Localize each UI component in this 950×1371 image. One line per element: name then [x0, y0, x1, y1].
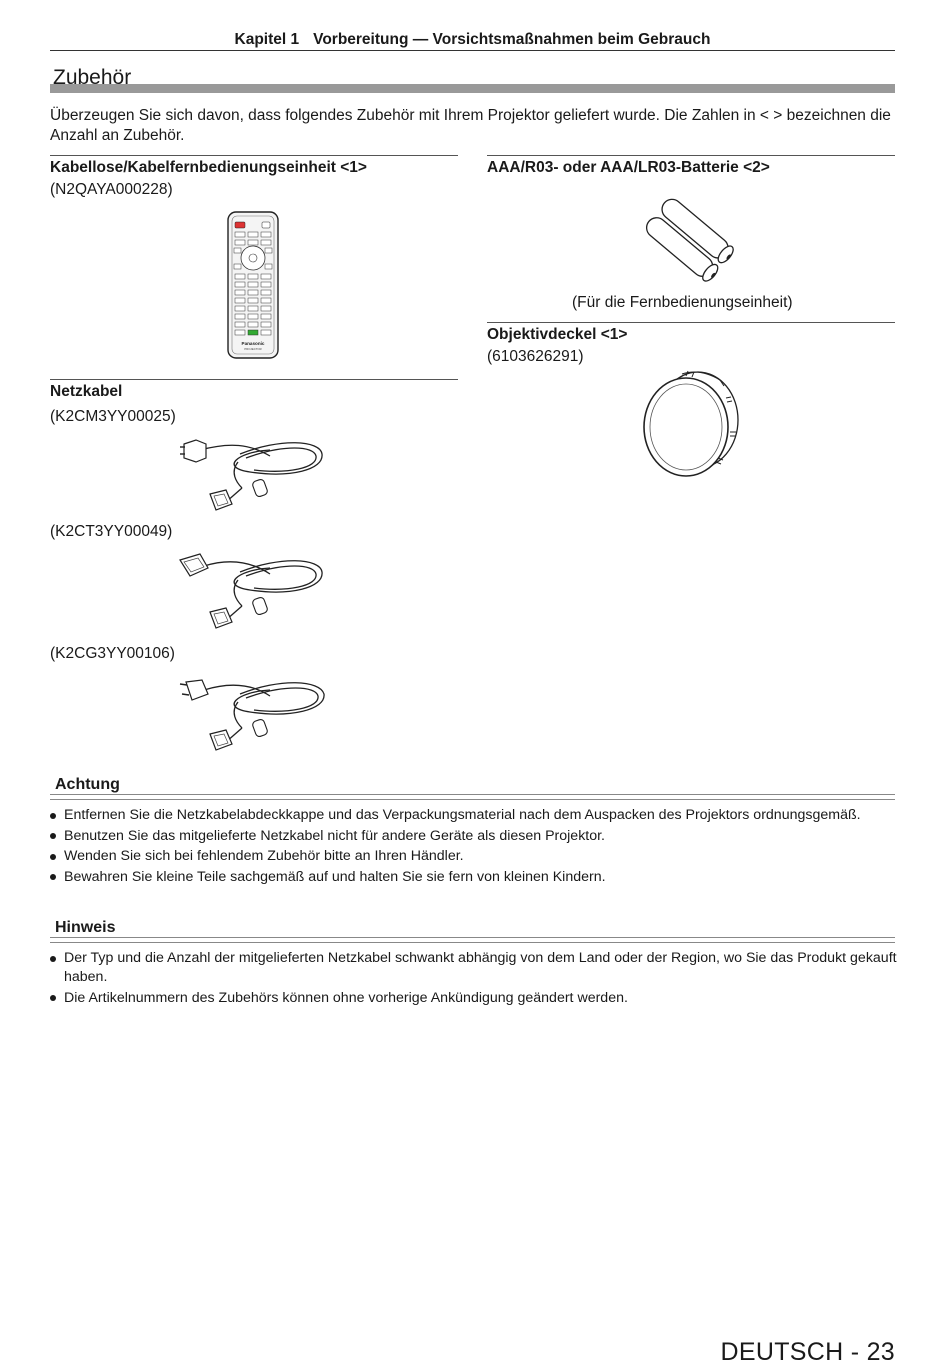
divider-battery [487, 155, 895, 156]
caution-item: Bewahren Sie kleine Teile sachgemäß auf und halten Sie sie fern von kleinen Kindern. [50, 868, 895, 887]
caution-list [50, 806, 895, 888]
battery-icon [643, 195, 737, 284]
lens-cap-illustration [640, 370, 742, 478]
power-cord-eu-illustration [180, 432, 326, 514]
power-cord-part-2: (K2CT3YY00049) [50, 523, 173, 540]
plug-uk-icon [180, 554, 208, 576]
item-remote-part: (N2QAYA000228) [50, 181, 173, 198]
item-battery-title: AAA/R03- oder AAA/LR03-Batterie <2> [487, 159, 770, 176]
plug-us-icon [180, 680, 208, 700]
caution-heading: Achtung [55, 776, 120, 793]
plug-eu-icon [180, 440, 206, 462]
caution-item: Wenden Sie sich bei fehlendem Zubehör bitte an Ihren Händler. [50, 847, 895, 866]
chapter-header [50, 30, 895, 51]
power-button-icon [235, 222, 245, 228]
divider-remote [50, 155, 458, 156]
caution-item: Benutzen Sie das mitgelieferte Netzkabel nicht für andere Geräte als diesen Projektor. [50, 827, 895, 846]
connector-icon [210, 490, 232, 510]
item-lens-cap-part: (6103626291) [487, 348, 584, 365]
power-cord-part-1: (K2CM3YY00025) [50, 408, 176, 425]
remote-model-text: PROJECTOR [244, 347, 262, 351]
divider-power-cord [50, 379, 458, 380]
chapter-number: Kapitel 1 [234, 31, 300, 48]
item-lens-cap-title: Objektivdeckel <1> [487, 326, 628, 343]
caution-rule [50, 794, 895, 800]
remote-control-illustration [226, 210, 280, 360]
item-lens-cap [487, 324, 895, 368]
item-remote [50, 157, 458, 201]
item-remote-title: Kabellose/Kabelfernbedienungseinheit <1> [50, 159, 367, 176]
intro-paragraph: Überzeugen Sie sich davon, dass folgendes Zubehör mit Ihrem Projektor geliefert wurde. Die Zahlen in < > bezeichnen die Anzahl an Zubehör. [50, 107, 891, 144]
battery-caption: (Für die Fernbedienungseinheit) [572, 294, 793, 311]
item-power-cord-title: Netzkabel [50, 383, 123, 400]
power-cord-uk-illustration [178, 550, 326, 634]
note-item: Der Typ und die Anzahl der mitgelieferten Netzkabel schwankt abhängig von dem Land oder der Region, wo Sie das Produkt gekauft haben. [50, 949, 898, 987]
page-footer: DEUTSCH - 23 [720, 1338, 895, 1366]
note-rule [50, 937, 895, 943]
section-title-bar [50, 84, 895, 93]
power-cord-us-illustration [178, 672, 328, 756]
item-power-cord [50, 381, 458, 403]
battery-illustration [640, 205, 742, 283]
section-title-text: Zubehör [53, 66, 132, 89]
note-list [50, 949, 898, 1009]
chapter-title: Vorbereitung — Vorsichtsmaßnahmen beim Gebrauch [313, 31, 711, 48]
divider-lens-cap [487, 322, 895, 323]
caution-item: Entfernen Sie die Netzkabelabdeckkappe und das Verpackungsmaterial nach dem Auspacken des Projektors ordnungsgemäß. [50, 806, 895, 825]
power-cord-part-3: (K2CG3YY00106) [50, 645, 175, 662]
section-title [50, 66, 895, 94]
item-battery [487, 157, 895, 179]
note-item: Die Artikelnummern des Zubehörs können ohne vorherige Ankündigung geändert werden. [50, 989, 898, 1008]
remote-brand-text: Panasonic [241, 341, 265, 346]
note-heading: Hinweis [55, 919, 116, 936]
connector-icon [210, 730, 232, 750]
connector-icon [210, 608, 232, 628]
